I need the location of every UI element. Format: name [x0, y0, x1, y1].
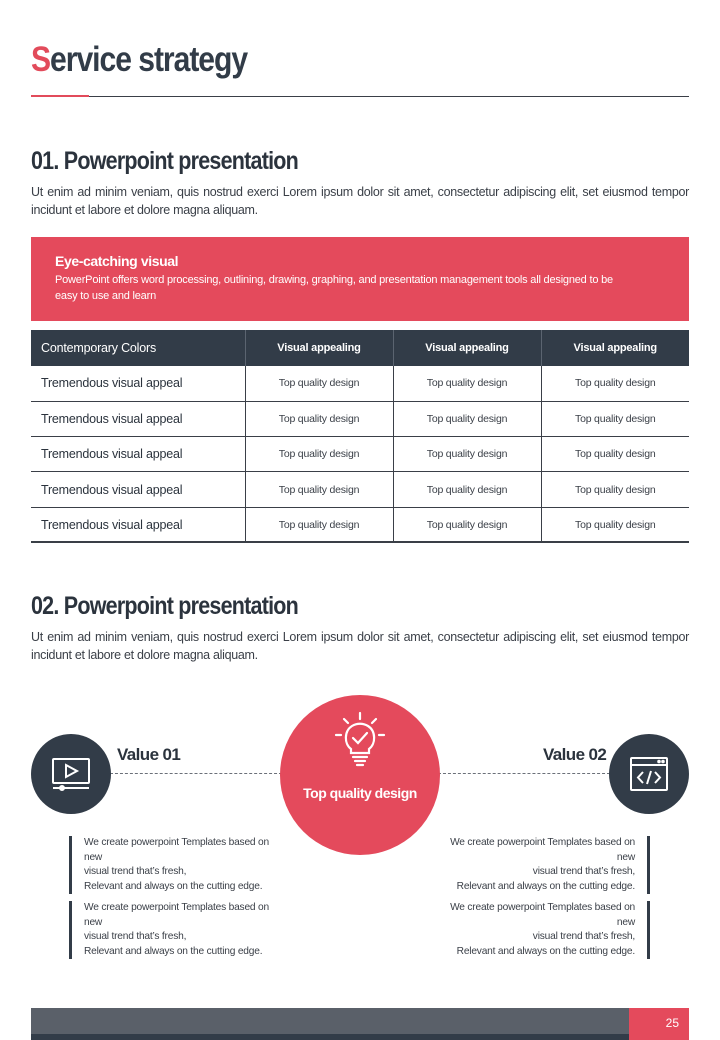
table-row	[31, 507, 689, 542]
code-window-icon	[629, 756, 669, 792]
note-line: We create powerpoint Templates based on new	[450, 837, 635, 863]
table-cell: Tremendous visual appeal	[31, 401, 245, 436]
note-line: We create powerpoint Templates based on new	[84, 837, 269, 863]
table-header-cell: Visual appealing	[541, 330, 689, 366]
table-header-cell: Visual appealing	[245, 330, 393, 366]
value-01-badge	[31, 734, 111, 814]
table-row	[31, 437, 689, 472]
footer-underline	[31, 1034, 689, 1040]
section-1-body: Ut enim ad minim veniam, quis nostrud exerci Lorem ipsum dolor sit amet, consectetur adipiscing elit, set eiusmod tempor incidunt et labore et dolore magna aliquam.	[31, 185, 689, 217]
connector-line-left	[110, 773, 282, 774]
table-cell: Top quality design	[245, 366, 393, 401]
note-right-1	[430, 836, 650, 894]
table-cell: Top quality design	[393, 507, 541, 542]
table-cell: Top quality design	[393, 366, 541, 401]
section-1-title: 01. Powerpoint presentation	[31, 147, 299, 175]
table-cell: Top quality design	[245, 472, 393, 507]
table-cell: Top quality design	[245, 507, 393, 542]
banner-text: PowerPoint offers word processing, outlining, drawing, graphing, and presentation management tools all designed to be easy to use and learn	[55, 274, 613, 302]
note-line: Relevant and always on the cutting edge.	[84, 945, 263, 957]
page-title-initial: S	[31, 40, 51, 79]
table-cell: Top quality design	[393, 401, 541, 436]
value-02-badge	[609, 734, 689, 814]
note-left-1	[69, 836, 289, 894]
footer-bar	[31, 1008, 629, 1034]
note-line: We create powerpoint Templates based on new	[84, 902, 269, 928]
video-player-icon	[51, 756, 91, 792]
note-line: visual trend that’s fresh,	[84, 931, 187, 943]
page-title	[31, 40, 247, 80]
table-header-row	[31, 330, 689, 366]
table-row	[31, 401, 689, 436]
center-circle	[280, 695, 440, 855]
table-cell: Top quality design	[541, 401, 689, 436]
comparison-table	[31, 330, 689, 543]
note-line: Relevant and always on the cutting edge.	[84, 880, 263, 892]
title-divider	[31, 96, 689, 97]
table-cell: Top quality design	[393, 437, 541, 472]
value-01-label: Value 01	[117, 745, 181, 764]
table-cell: Top quality design	[541, 437, 689, 472]
banner-title: Eye-catching visual	[55, 253, 179, 269]
table-cell: Tremendous visual appeal	[31, 472, 245, 507]
table-cell: Top quality design	[541, 507, 689, 542]
table-cell: Top quality design	[393, 472, 541, 507]
table-cell: Top quality design	[541, 366, 689, 401]
page-number: 25	[629, 1008, 689, 1040]
section-2-title: 02. Powerpoint presentation	[31, 592, 299, 620]
note-line: visual trend that’s fresh,	[84, 866, 187, 878]
table-header-cell: Contemporary Colors	[31, 330, 245, 366]
value-02-label: Value 02	[543, 745, 607, 764]
page-title-rest: ervice strategy	[50, 40, 248, 79]
table-row	[31, 366, 689, 401]
table-cell: Top quality design	[541, 472, 689, 507]
note-line: visual trend that’s fresh,	[532, 866, 635, 878]
section-2-body: Ut enim ad minim veniam, quis nostrud exerci Lorem ipsum dolor sit amet, consectetur adipiscing elit, set eiusmod tempor incidunt et labore et dolore magna aliquam.	[31, 630, 689, 662]
note-line: visual trend that’s fresh,	[532, 931, 635, 943]
table-header-cell: Visual appealing	[393, 330, 541, 366]
table-cell: Top quality design	[245, 437, 393, 472]
note-line: Relevant and always on the cutting edge.	[456, 880, 635, 892]
table-row	[31, 472, 689, 507]
note-line: Relevant and always on the cutting edge.	[456, 945, 635, 957]
note-left-2	[69, 901, 289, 959]
note-right-2	[430, 901, 650, 959]
center-label: Top quality design	[303, 785, 417, 801]
note-line: We create powerpoint Templates based on new	[450, 902, 635, 928]
connector-line-right	[438, 773, 610, 774]
lightbulb-check-icon	[332, 711, 388, 771]
table-cell: Tremendous visual appeal	[31, 507, 245, 542]
highlight-banner	[31, 237, 689, 321]
table-cell: Tremendous visual appeal	[31, 437, 245, 472]
table-cell: Top quality design	[245, 401, 393, 436]
table-cell: Tremendous visual appeal	[31, 366, 245, 401]
title-accent-bar	[31, 95, 89, 97]
